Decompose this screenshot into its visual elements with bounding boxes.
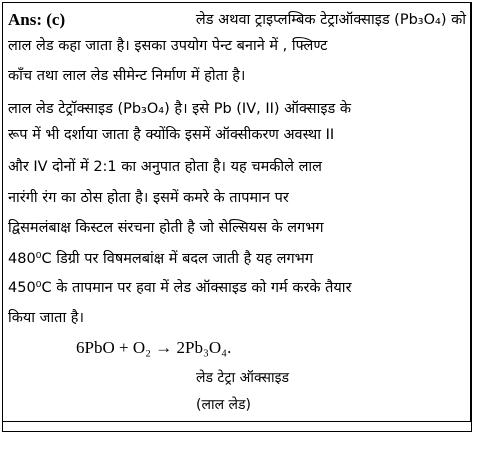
text-line: किया जाता है। xyxy=(8,310,85,326)
text-line: लेड अथवा ट्राइप्लम्बिक टेट्राऑक्साइड (Pb₃O₄) को xyxy=(195,12,466,28)
product-label: लेड टेट्रा ऑक्साइड xyxy=(196,370,289,386)
text-line: काँच तथा लाल लेड सीमेन्ट निर्माण में होता है। xyxy=(8,68,246,84)
text-line: और IV दोनों में 2:1 का अनुपात होता है। यह चमकीले लाल xyxy=(8,159,322,175)
text-line: लाल लेड कहा जाता है। इसका उपयोग पेन्ट बनाने में , फ्लिण्ट xyxy=(8,38,328,54)
chemical-equation: 6PbO + O₂ → 2Pb₃O₄. xyxy=(76,338,232,357)
answer-line-1 xyxy=(8,8,466,32)
text-line: 480⁰C डिग्री पर विषमलबांक्ष में बदल जाती है यह लगभग xyxy=(8,251,314,267)
text-line: रूप में भी दर्शाया जाता है क्योंकि इसमें ऑक्सीकरण अवस्था II xyxy=(8,127,335,143)
text-line: लाल लेड टेट्रॉक्साइड (Pb₃O₄) है। इसे Pb (IV, II) ऑक्साइड के xyxy=(8,101,351,117)
product-sublabel: (लाल लेड) xyxy=(196,397,251,413)
answer-label: Ans: (c) xyxy=(8,10,66,29)
table-bottom-rule xyxy=(2,431,472,432)
text-line: 450⁰C के तापमान पर हवा में लेड ऑक्साइड को गर्म करके तैयार xyxy=(8,280,352,296)
text-line: नारंगी रंग का ठोस होता है। इसमें कमरे के तापमान पर xyxy=(8,190,289,206)
text-line: द्विसमलंबाक्ष किस्टल संरचना होती है जो सेल्सियस के लगभग xyxy=(8,220,324,236)
